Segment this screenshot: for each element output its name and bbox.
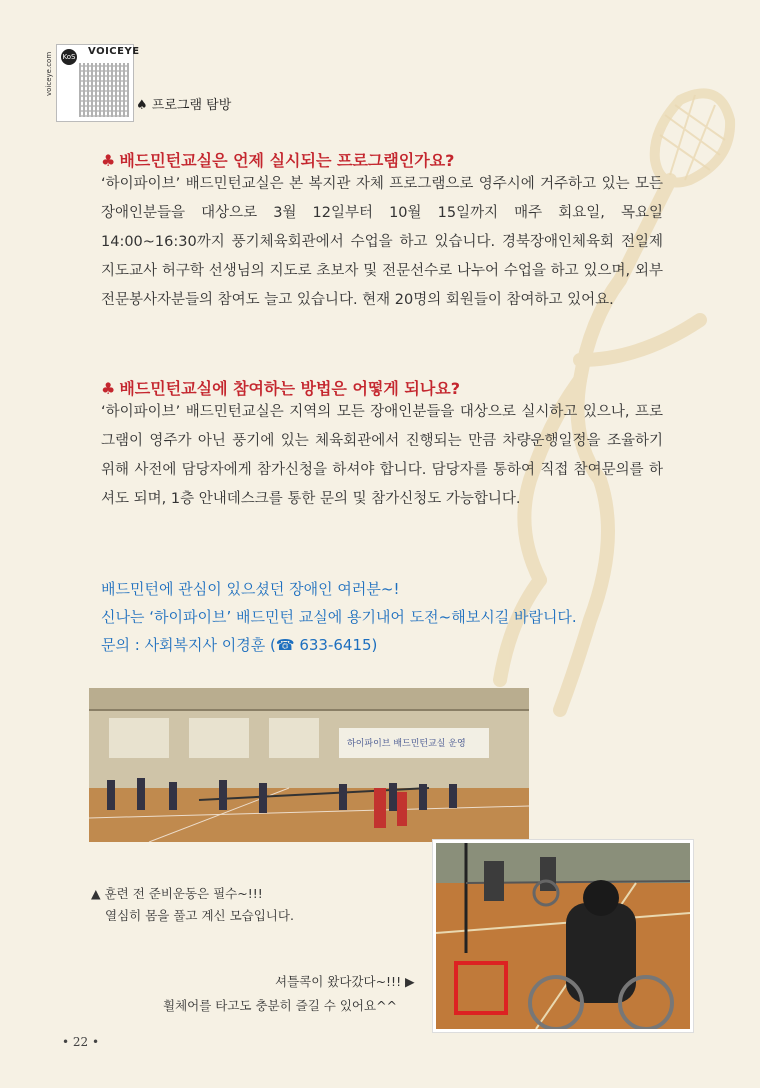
phone-icon: ☎ xyxy=(275,636,300,654)
club-icon: ♣ xyxy=(101,151,116,170)
closing-line-2: 신나는 ‘하이파이브’ 배드민턴 교실에 용기내어 도전~해보시길 바랍니다. xyxy=(101,608,577,626)
question-title-2 xyxy=(101,376,460,399)
page-number: • 22 • xyxy=(62,1035,100,1049)
contact-line xyxy=(101,634,377,655)
warmup-photo xyxy=(89,688,529,842)
question-title-1 xyxy=(101,148,454,171)
section-title: ♠ 프로그램 탐방 xyxy=(136,98,232,113)
question-body-1: ‘하이파이브’ 배드민턴교실은 본 복지관 자체 프로그램으로 영주시에 거주하고 있는 모든 장애인분들을 대상으로 3월 12일부터 10월 15일까지 매주 회요일, 목요일 14:00~16:30까지 풍기체육회관에서 수업을 하고 있습니다. 경북장애인체육회 전일제 지도교사 허구학 선생님의 지도로 초보자 및 전문선수로 나누어 수업을 하고 있으며, 외부 전문봉사자분들의 참여도 늘고 있습니다. 현재 20명의 회원들이 참여하고 있어요. xyxy=(101,176,663,308)
banner-text: 하이파이브 배드민턴교실 운영 xyxy=(347,739,466,749)
caption-warmup-2: 열심히 몸을 풀고 계신 모습입니다. xyxy=(105,908,294,923)
caption-wheelchair-2: 휠체어를 타고도 충분히 즐길 수 있어요^^ xyxy=(163,998,398,1013)
club-icon: ♣ xyxy=(101,379,116,398)
voiceye-brand: VOICEYE xyxy=(88,46,140,57)
closing-line-1: 배드민턴에 관심이 있으셨던 장애인 여러분~! xyxy=(101,580,400,598)
kos-logo: KoS xyxy=(61,49,77,65)
contact-phone: 633-6415) xyxy=(299,636,378,654)
question-title-text: 배드민턴교실은 언제 실시되는 프로그램인가요? xyxy=(119,151,455,170)
qr-pattern xyxy=(79,63,129,117)
question-title-text: 배드민턴교실에 참여하는 방법은 어떻게 되나요? xyxy=(119,379,461,398)
contact-prefix: 문의 : 사회복지사 이경훈 ( xyxy=(101,636,276,654)
caption-warmup-1: ▲ 훈련 전 준비운동은 필수~!!! xyxy=(91,886,263,901)
voiceye-url: voiceye.com xyxy=(45,51,53,96)
caption-wheelchair-1: 셔틀콕이 왔다갔다~!!! ▶ xyxy=(275,974,415,989)
question-body-2: ‘하이파이브’ 배드민턴교실은 지역의 모든 장애인분들을 대상으로 실시하고 있으나, 프로그램이 영주가 아닌 풍기에 있는 체육회관에서 진행되는 만큼 차량운행일정을 조율하기 위해 사전에 담당자에게 참가신청을 하셔야 합니다. 담당자를 통하여 직접 참여문의를 하셔도 되며, 1층 안내데스크를 통한 문의 및 참가신청도 가능합니다. xyxy=(101,404,663,507)
wheelchair-photo xyxy=(433,840,693,1032)
